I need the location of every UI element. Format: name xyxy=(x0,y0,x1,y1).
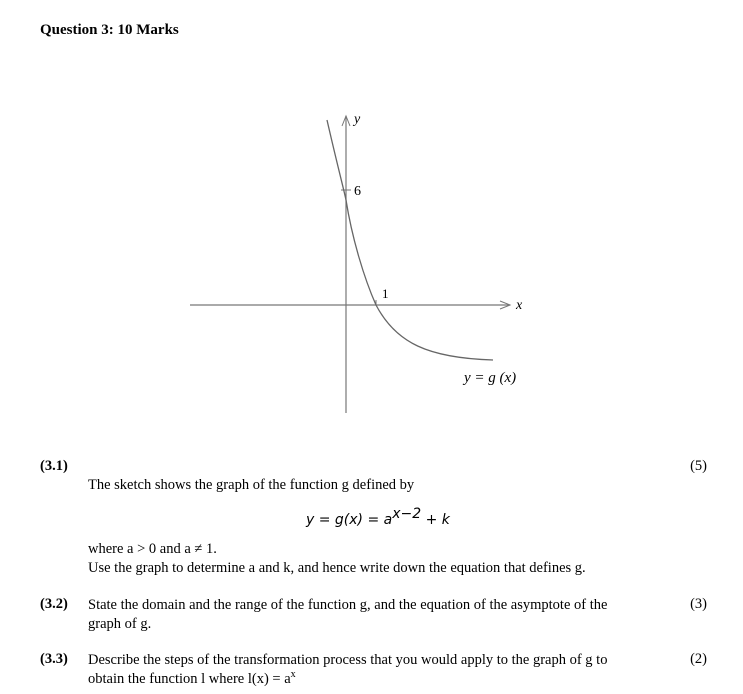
q33-line2 xyxy=(88,670,673,689)
q31-equation-tail: + k xyxy=(421,512,450,528)
function-graph xyxy=(188,108,548,418)
question-title: Question 3: 10 Marks xyxy=(40,22,179,38)
q32-marks: (3) xyxy=(690,596,707,612)
q31-number: (3.1) xyxy=(40,458,68,474)
q32-text xyxy=(88,596,668,634)
q31-equation xyxy=(306,506,450,529)
q31-marks: (5) xyxy=(690,458,707,474)
y-axis-label: y xyxy=(354,112,361,127)
q33-line2-main: obtain the function l where l(x) = a xyxy=(88,671,291,687)
curve-g xyxy=(327,120,493,360)
q33-text xyxy=(88,651,673,689)
x-intercept-label: 1 xyxy=(382,286,389,301)
q32-number: (3.2) xyxy=(40,596,68,612)
q31-equation-main: y = g(x) = a xyxy=(306,512,393,528)
q31-intro: The sketch shows the graph of the function g defined by xyxy=(88,477,415,493)
q33-line1: Describe the steps of the transformation process that you would apply to the graph of g to xyxy=(88,652,608,668)
q33-marks: (2) xyxy=(690,651,707,667)
q31-condition: where a > 0 and a ≠ 1. xyxy=(88,541,217,557)
x-axis-label: x xyxy=(516,298,523,313)
q33-line2-exponent: x xyxy=(290,669,296,681)
q31-equation-exponent: x−2 xyxy=(392,506,422,523)
q32-line1: State the domain and the range of the function g, and the equation of the asymptote of the xyxy=(88,597,608,613)
curve-label: y = g (x) xyxy=(464,370,517,386)
q32-line2: graph of g. xyxy=(88,616,152,632)
q31-instruction: Use the graph to determine a and k, and hence write down the equation that defines g. xyxy=(88,560,586,576)
y-intercept-label: 6 xyxy=(354,184,361,199)
q33-number: (3.3) xyxy=(40,651,68,667)
